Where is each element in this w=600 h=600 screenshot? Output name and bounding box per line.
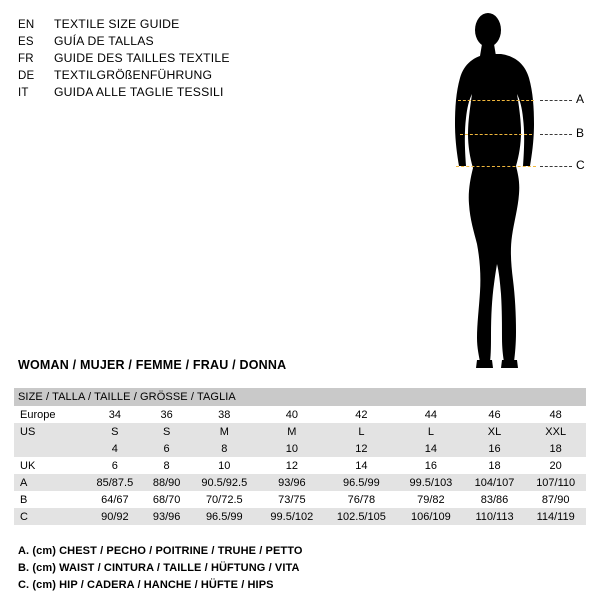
- cell: 10: [259, 440, 325, 457]
- cell: 8: [163, 459, 170, 472]
- cell: M: [259, 423, 325, 440]
- table-header-label: SIZE / TALLA / TAILLE / GRÖSSE / TAGLIA: [14, 388, 586, 406]
- table-row: [14, 457, 586, 474]
- cell: 93/96: [144, 508, 190, 525]
- woman-silhouette-icon: [430, 8, 590, 378]
- cell: 20: [549, 459, 562, 472]
- cell: 34: [108, 408, 121, 421]
- cell: 44: [424, 408, 438, 421]
- cell: 36: [160, 408, 173, 421]
- table-row: [14, 474, 586, 491]
- table-header-row: [14, 388, 586, 406]
- cell: 18: [488, 459, 501, 472]
- language-text: GUÍA DE TALLAS: [54, 34, 154, 48]
- row-label: US: [14, 423, 86, 440]
- waist-leader-line: [540, 134, 572, 135]
- cell: 83/86: [480, 493, 509, 506]
- section-title: WOMAN / MUJER / FEMME / FRAU / DONNA: [18, 358, 287, 372]
- cell: 88/90: [144, 474, 190, 491]
- cell: 6: [111, 459, 118, 472]
- row-label: Europe: [20, 408, 56, 421]
- language-text: TEXTILGRÖßENFÜHRUNG: [54, 68, 213, 82]
- hip-marker-label: C: [576, 158, 585, 172]
- cell: 104/107: [464, 474, 526, 491]
- cell: 18: [525, 440, 586, 457]
- cell: 64/67: [101, 493, 129, 506]
- cell: 79/82: [417, 493, 445, 506]
- language-row-fr: [18, 50, 348, 67]
- cell: 93/96: [259, 474, 325, 491]
- cell: 68/70: [152, 493, 181, 506]
- language-code: DE: [18, 70, 35, 82]
- cell: 90.5/92.5: [190, 474, 260, 491]
- language-text: GUIDE DES TAILLES TEXTILE: [54, 51, 230, 65]
- cell: 90/92: [86, 508, 144, 525]
- cell: 38: [218, 408, 231, 421]
- cell: 87/90: [541, 493, 570, 506]
- cell: S: [144, 423, 190, 440]
- language-code: EN: [18, 19, 35, 31]
- measurement-legend: [18, 543, 448, 594]
- row-label: UK: [20, 459, 36, 472]
- cell: 114/119: [525, 508, 586, 525]
- cell: 12: [325, 440, 398, 457]
- cell: L: [325, 423, 398, 440]
- waist-measure-line: [460, 134, 532, 135]
- table-row: [14, 491, 586, 508]
- language-row-de: [18, 67, 348, 84]
- cell: 85/87.5: [86, 474, 144, 491]
- cell: 4: [86, 440, 144, 457]
- cell: 12: [285, 459, 298, 472]
- legend-line-a: A. (cm) CHEST / PECHO / POITRINE / TRUHE / PETTO: [18, 545, 303, 557]
- cell: 42: [355, 408, 368, 421]
- cell: XL: [464, 423, 526, 440]
- cell: M: [190, 423, 260, 440]
- cell: 107/110: [525, 474, 586, 491]
- chest-leader-line: [540, 100, 572, 101]
- cell: 6: [144, 440, 190, 457]
- cell: XXL: [525, 423, 586, 440]
- legend-line-c: C. (cm) HIP / CADERA / HANCHE / HÜFTE / HIPS: [18, 579, 274, 591]
- cell: 48: [549, 408, 562, 421]
- table-row: [14, 508, 586, 525]
- cell: S: [86, 423, 144, 440]
- language-row-it: [18, 84, 348, 101]
- language-code: ES: [18, 36, 34, 48]
- cell: 8: [190, 440, 260, 457]
- cell: 76/78: [347, 493, 376, 506]
- row-label: B: [20, 493, 28, 506]
- size-table: [14, 388, 586, 525]
- chest-marker-label: A: [576, 92, 585, 106]
- cell: 99.5/103: [398, 474, 464, 491]
- waist-marker-label: B: [576, 126, 585, 140]
- cell: 14: [355, 459, 368, 472]
- chest-measure-line: [458, 100, 534, 101]
- cell: L: [398, 423, 464, 440]
- row-label: [14, 440, 86, 457]
- row-label: A: [14, 474, 86, 491]
- cell: 96.5/99: [190, 508, 260, 525]
- cell: 16: [424, 459, 438, 472]
- language-code: IT: [18, 87, 29, 99]
- language-row-en: [18, 16, 348, 33]
- cell: 40: [285, 408, 298, 421]
- table-row: [14, 423, 586, 440]
- row-label: C: [14, 508, 86, 525]
- cell: 46: [488, 408, 501, 421]
- language-row-es: [18, 33, 348, 50]
- legend-line-b: B. (cm) WAIST / CINTURA / TAILLE / HÜFTUNG / VITA: [18, 562, 300, 574]
- cell: 10: [218, 459, 231, 472]
- hip-measure-line: [456, 166, 536, 167]
- cell: 106/109: [398, 508, 464, 525]
- language-text: GUIDA ALLE TAGLIE TESSILI: [54, 85, 224, 99]
- cell: 70/72.5: [205, 493, 243, 506]
- cell: 110/113: [464, 508, 526, 525]
- hip-leader-line: [540, 166, 572, 167]
- language-code: FR: [18, 53, 34, 65]
- table-row: [14, 440, 586, 457]
- woman-silhouette-figure: [430, 8, 590, 378]
- cell: 73/75: [278, 493, 306, 506]
- cell: 16: [464, 440, 526, 457]
- language-list: [18, 16, 348, 101]
- language-text: TEXTILE SIZE GUIDE: [54, 17, 180, 31]
- table-row: [14, 406, 586, 423]
- cell: 102.5/105: [325, 508, 398, 525]
- cell: 14: [398, 440, 464, 457]
- cell: 99.5/102: [259, 508, 325, 525]
- cell: 96.5/99: [325, 474, 398, 491]
